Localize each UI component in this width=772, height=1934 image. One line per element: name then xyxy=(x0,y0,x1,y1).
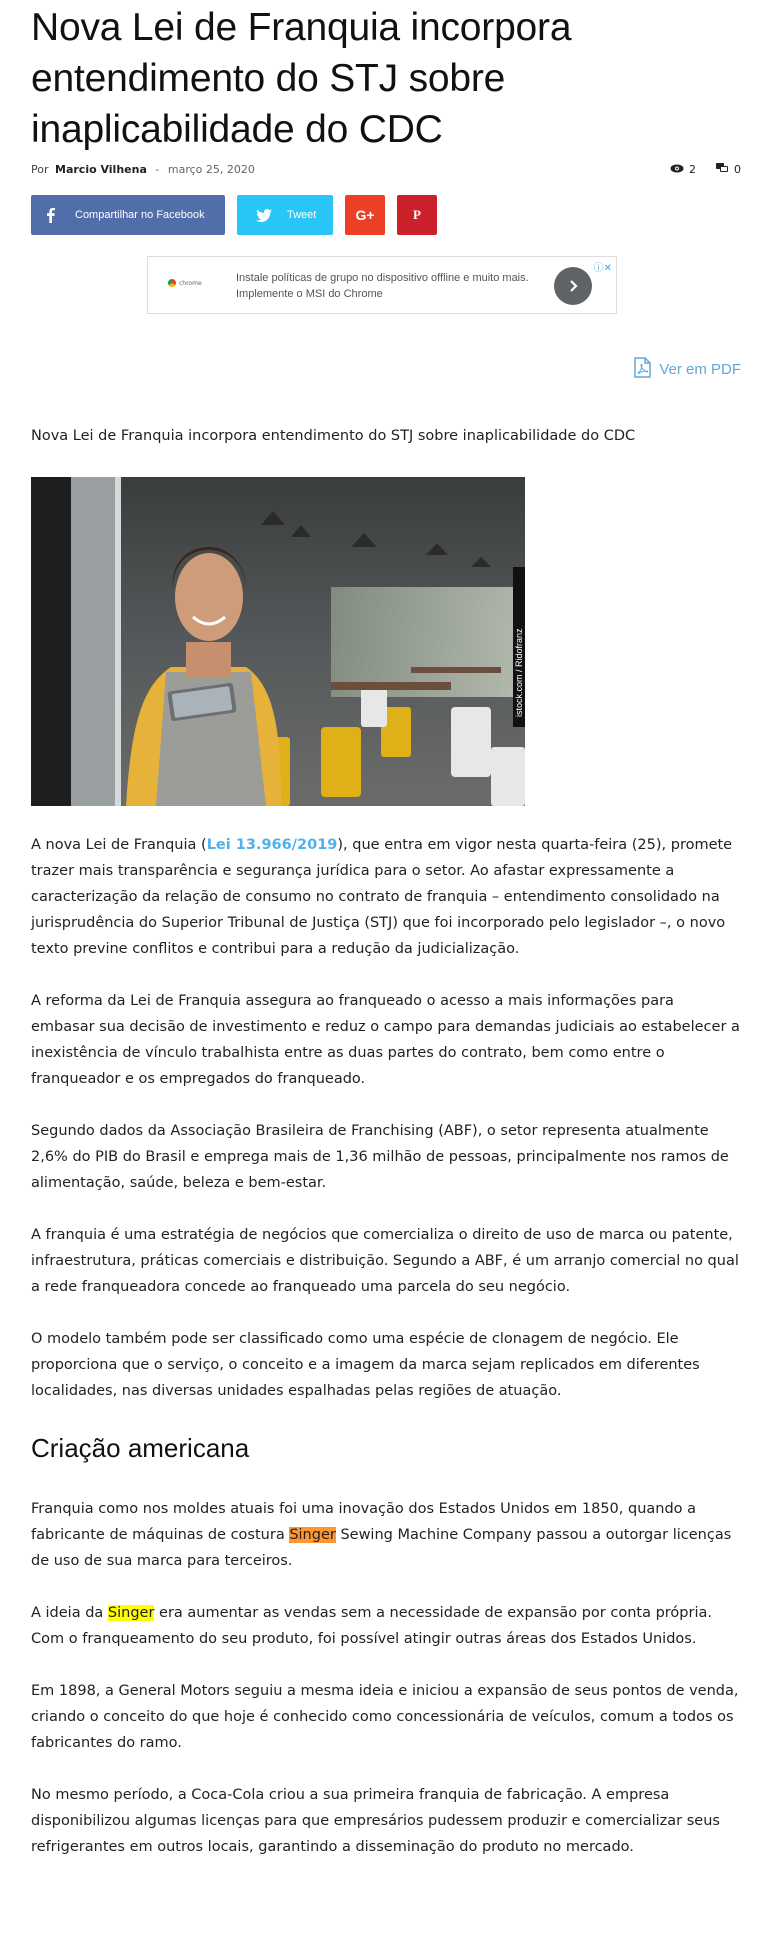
publish-date: março 25, 2020 xyxy=(167,163,255,176)
pdf-icon xyxy=(634,357,651,382)
ad-text: Instale políticas de grupo no dispositivo offline e muito mais. Implemente o MSI do Chrome xyxy=(236,272,529,300)
facebook-icon xyxy=(31,208,71,223)
ad-brand xyxy=(168,279,202,287)
article-container xyxy=(31,0,741,1855)
share-googleplus-button[interactable] xyxy=(345,195,385,235)
section-heading: Criação americana xyxy=(31,1433,250,1463)
pinterest-icon: P xyxy=(413,207,421,222)
twitter-icon xyxy=(237,209,277,222)
paragraph: A reforma da Lei de Franquia assegura ao franqueado o acesso a mais informações para embasar sua decisão de investimento e reduz o campo para demandas judiciais ao estabelecer a inexistência de vínculo trabalhista entre as duas partes do contrato, bem como entre o franqueador e os empregados do franqueado. xyxy=(31,993,740,1087)
paragraph: No mesmo período, a Coca-Cola criou a sua primeira franquia de fabricação. A empresa disponibilizou algumas licenças para que empresários pudessem produzir e comercializar seus refrigerantes em outros locais, garantindo a disseminação do produto no mercado. xyxy=(31,1787,720,1855)
share-facebook-button[interactable] xyxy=(31,195,225,235)
paragraph: Franquia como nos moldes atuais foi uma inovação dos Estados Unidos em 1850, quando a fabricante de máquinas de costura Singer Sewing Machine Company passou a outorgar licenças de uso de sua marca para terceiros. xyxy=(31,1501,732,1569)
googleplus-icon: G+ xyxy=(355,207,375,223)
share-pinterest-button[interactable] xyxy=(397,195,437,235)
views-value: 2 xyxy=(689,163,696,176)
page-title: Nova Lei de Franquia incorpora entendimento do STJ sobre inaplicabilidade do CDC xyxy=(31,6,572,151)
comments-value: 0 xyxy=(734,163,741,176)
law-link[interactable]: Lei 13.966/2019 xyxy=(206,837,338,853)
view-pdf-link[interactable] xyxy=(634,357,741,382)
share-facebook-label: Compartilhar no Facebook xyxy=(75,209,205,221)
paragraph: A ideia da Singer era aumentar as vendas sem a necessidade de expansão por conta própria. Com o franqueamento do seu produto, foi possível atingir outras áreas dos Estados Unidos. xyxy=(31,1605,712,1647)
author-link[interactable]: Marcio Vilhena xyxy=(55,163,147,176)
ad-banner[interactable] xyxy=(147,256,617,314)
paragraph: Segundo dados da Associação Brasileira de Franchising (ABF), o setor representa atualmente 2,6% do PIB do Brasil e emprega mais de 1,36 milhão de pessoas, principalmente nos ramos de alimentação, saúde, beleza e bem-estar. xyxy=(31,1123,729,1191)
paragraph: Em 1898, a General Motors seguiu a mesma ideia e iniciou a expansão de seus pontos de venda, criando o conceito do que hoje é conhecido como concessionária de veículos, comum a todos os fabricantes do ramo. xyxy=(31,1683,739,1751)
eye-icon xyxy=(670,163,684,176)
ad-info-icon[interactable]: ⓘ✕ xyxy=(593,263,612,274)
article-body xyxy=(31,832,741,1886)
paragraph: O modelo também pode ser classificado como uma espécie de clonagem de negócio. Ele proporciona que o serviço, o conceito e a imagem da marca sejam replicados em diferentes localidades, nas diversas unidades espalhadas pelas regiões de atuação. xyxy=(31,1331,700,1399)
photo-credit: istock.com / Ridofranz xyxy=(514,628,524,717)
comments-icon xyxy=(716,163,729,176)
highlighted-term: Singer xyxy=(289,1527,336,1543)
franchise-owner-photo xyxy=(31,477,525,806)
share-twitter-label: Tweet xyxy=(287,209,317,221)
highlighted-term: Singer xyxy=(107,1605,155,1621)
lead-text: Nova Lei de Franquia incorpora entendimento do STJ sobre inaplicabilidade do CDC xyxy=(31,428,636,444)
chevron-right-icon xyxy=(566,279,580,293)
ad-arrow-button[interactable] xyxy=(554,267,592,305)
comments-count[interactable] xyxy=(716,163,741,176)
ad-brand-label: chrome xyxy=(179,279,202,287)
article-stats xyxy=(670,163,741,176)
paragraph: A franquia é uma estratégia de negócios que comercializa o direito de uso de marca ou patente, infraestrutura, práticas comerciais e distribuição. Segundo a ABF, é um arranjo comercial no qual a rede franqueadora concede ao franqueado uma parcela do seu negócio. xyxy=(31,1227,739,1295)
by-label: Por xyxy=(31,163,49,176)
share-buttons xyxy=(31,195,741,235)
paragraph: A nova Lei de Franquia (Lei 13.966/2019), que entra em vigor nesta quarta-feira (25), promete trazer mais transparência e segurança jurídica para o setor. Ao afastar expressamente a caracterização da relação de consumo no contrato de franquia – entendimento consolidado na jurisprudência do Superior Tribunal de Justiça (STJ) que foi incorporado pelo legislador –, o novo texto previne conflitos e contribui para a redução da judicialização. xyxy=(31,837,733,957)
view-pdf-label: Ver em PDF xyxy=(659,361,741,378)
article-photo xyxy=(31,477,525,806)
views-count xyxy=(670,163,696,176)
chrome-logo-icon xyxy=(168,279,176,287)
meta-separator: - xyxy=(155,163,160,176)
article-meta xyxy=(31,163,741,183)
share-twitter-button[interactable] xyxy=(237,195,333,235)
